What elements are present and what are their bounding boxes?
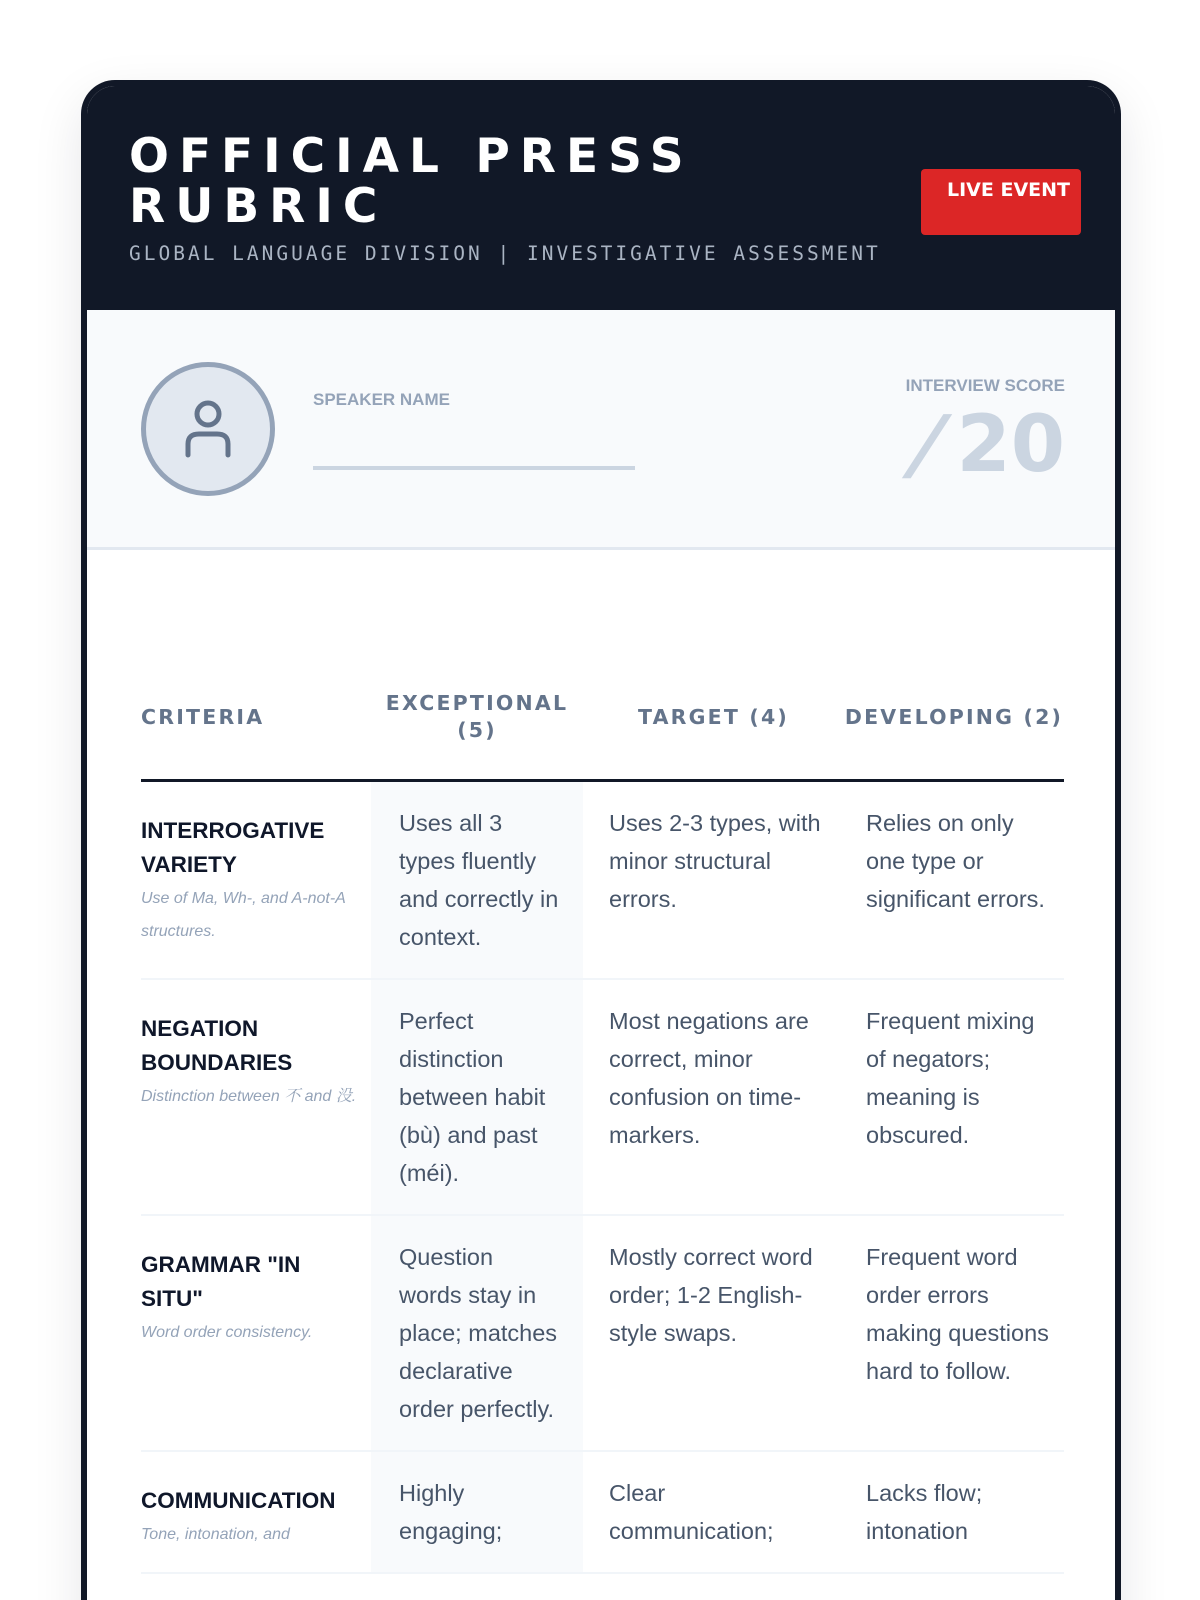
exceptional-cell: Question words stay in place; matches declarative order perfectly.	[371, 1215, 583, 1451]
exceptional-cell: Uses all 3 types fluently and correctly in context.	[371, 780, 583, 979]
criteria-description: Word order consistency.	[141, 1323, 313, 1341]
col-header-criteria: CRITERIA	[141, 656, 371, 780]
criteria-cell	[141, 1451, 371, 1573]
developing-cell: Frequent mixing of negators; meaning is obscured.	[844, 979, 1064, 1215]
criteria-title: COMMUNICATION	[141, 1487, 336, 1513]
col-header-developing: DEVELOPING (2)	[844, 656, 1064, 780]
developing-cell: Frequent word order errors making questions hard to follow.	[844, 1215, 1064, 1451]
table-row	[141, 780, 1064, 979]
exceptional-cell: Perfect distinction between habit (bù) and past (méi).	[371, 979, 583, 1215]
developing-cell: Relies on only one type or significant errors.	[844, 780, 1064, 979]
target-cell: Uses 2-3 types, with minor structural errors.	[583, 780, 844, 979]
table-row	[141, 979, 1064, 1215]
rubric-table	[141, 656, 1064, 1574]
criteria-title: INTERROGATIVE VARIETY	[141, 817, 325, 877]
criteria-title: GRAMMAR "IN SITU"	[141, 1251, 301, 1311]
col-header-target: TARGET (4)	[583, 656, 844, 780]
table-row	[141, 1215, 1064, 1451]
speaker-section	[87, 310, 1115, 550]
rubric-header	[87, 86, 1115, 310]
page-title: OFFICIAL PRESS RUBRIC	[129, 129, 694, 234]
col-header-exceptional: EXCEPTIONAL (5)	[371, 656, 583, 780]
criteria-cell	[141, 1215, 371, 1451]
avatar	[141, 362, 275, 496]
exceptional-cell: Highly engaging;	[371, 1451, 583, 1573]
target-cell: Clear communication;	[583, 1451, 844, 1573]
rubric-card	[81, 80, 1121, 1600]
target-cell: Mostly correct word order; 1-2 English-style swaps.	[583, 1215, 844, 1451]
target-cell: Most negations are correct, minor confusion on time-markers.	[583, 979, 844, 1215]
criteria-description: Use of Ma, Wh-, and A-not-A structures.	[141, 889, 346, 940]
speaker-name-field[interactable]	[313, 466, 635, 470]
criteria-cell	[141, 979, 371, 1215]
interview-score-label: INTERVIEW SCORE	[905, 376, 1065, 395]
developing-cell: Lacks flow; intonation	[844, 1451, 1064, 1573]
rubric-table-wrap	[141, 656, 1064, 1574]
table-header-row	[141, 656, 1064, 780]
user-icon	[183, 398, 233, 458]
live-event-badge: LIVE EVENT	[921, 169, 1081, 235]
criteria-title: NEGATION BOUNDARIES	[141, 1015, 293, 1075]
criteria-description: Tone, intonation, and	[141, 1525, 290, 1543]
speaker-name-label: SPEAKER NAME	[313, 390, 450, 409]
page-subtitle: GLOBAL LANGUAGE DIVISION | INVESTIGATIVE ASSESSMENT	[129, 242, 881, 265]
table-row	[141, 1451, 1064, 1573]
interview-score-value: /20	[907, 400, 1065, 490]
criteria-cell	[141, 780, 371, 979]
criteria-description: Distinction between 不 and 没.	[141, 1087, 357, 1105]
